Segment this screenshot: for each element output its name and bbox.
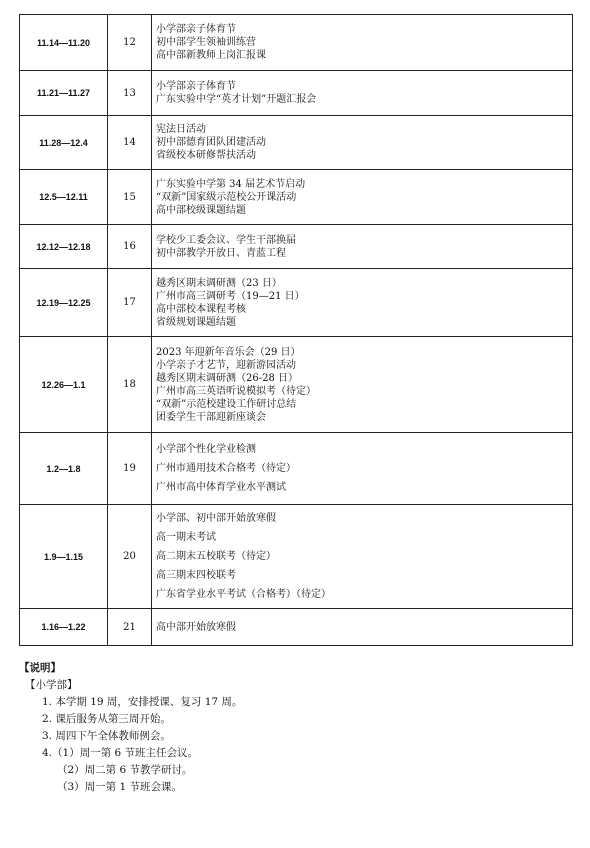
activity-cell <box>152 71 573 116</box>
activity-item: 广东实验中学“英才计划”开题汇报会 <box>156 94 317 105</box>
table-row <box>20 433 573 505</box>
week-number: 16 <box>108 225 152 269</box>
activity-cell <box>152 505 573 609</box>
activity-item: 越秀区期末调研测（26-28 日） <box>156 372 299 384</box>
activity-item: 宪法日活动 <box>156 124 206 135</box>
activity-item: 广州市高中体育学业水平测试 <box>156 482 286 493</box>
activity-item: 团委学生干部迎新座谈会 <box>156 411 266 423</box>
activity-item: 小学部个性化学业检测 <box>156 444 256 455</box>
notes-heading: 【说明】 <box>19 662 61 674</box>
week-number: 12 <box>108 15 152 71</box>
activity-item: 学校少工委会议、学生干部换届 <box>156 234 296 246</box>
activity-cell <box>152 225 573 269</box>
activity-cell <box>152 337 573 433</box>
activity-item: 2023 年迎新年音乐会（29 日） <box>156 346 301 358</box>
table-row <box>20 609 573 646</box>
activity-cell <box>152 609 573 646</box>
table-row <box>20 15 573 71</box>
week-range: 1.16—1.22 <box>20 609 108 646</box>
week-number: 14 <box>108 116 152 170</box>
activity-item: 高一期末考试 <box>156 532 216 543</box>
schedule-table <box>19 14 573 646</box>
activity-item: 高三期末四校联考 <box>156 570 236 581</box>
activity-item: 小学部亲子体育节 <box>156 24 236 35</box>
note-item: 2. 课后服务从第三周开始。 <box>42 713 171 725</box>
week-range: 12.12—12.18 <box>20 225 108 269</box>
table-row <box>20 269 573 337</box>
week-number: 17 <box>108 269 152 337</box>
week-range: 11.28—12.4 <box>20 116 108 170</box>
week-number: 13 <box>108 71 152 116</box>
activity-item: 广州市高三调研考（19—21 日） <box>156 290 305 302</box>
note-item: 1. 本学期 19 周，安排授课、复习 17 周。 <box>42 696 243 708</box>
week-range: 11.14—11.20 <box>20 15 108 71</box>
activity-item: 高中部校级课题结题 <box>156 204 246 216</box>
table-row <box>20 505 573 609</box>
activity-item: 广东实验中学第 34 届艺术节启动 <box>156 178 306 190</box>
activity-item: 初中部教学开放日、青蓝工程 <box>156 247 286 259</box>
activity-item: 小学部、初中部开始放寒假 <box>156 513 276 524</box>
note-item: 3. 周四下午全体教师例会。 <box>42 730 171 742</box>
activity-item: 广州市通用技术合格考（待定） <box>156 463 296 474</box>
activity-item: 小学部亲子体育节 <box>156 81 236 92</box>
week-number: 18 <box>108 337 152 433</box>
activity-item: 省级规划课题结题 <box>156 316 236 328</box>
week-number: 20 <box>108 505 152 609</box>
note-item: 4.（1）周一第 6 节班主任会议。 <box>42 747 199 759</box>
activity-item: 越秀区期末调研测（23 日） <box>156 277 282 289</box>
activity-item: 高中部校本课程考核 <box>156 303 246 315</box>
activity-item: 初中部德育团队团建活动 <box>156 137 266 148</box>
note-subitem: （2）周二第 6 节教学研讨。 <box>57 764 193 776</box>
table-row <box>20 71 573 116</box>
activity-cell <box>152 433 573 505</box>
activity-item: “双新”示范校建设工作研讨总结 <box>156 398 297 410</box>
activity-item: 初中部学生领袖训练营 <box>156 37 256 48</box>
activity-cell <box>152 116 573 170</box>
table-row <box>20 337 573 433</box>
activity-item: 高二期末五校联考（待定） <box>156 551 276 562</box>
activity-item: 高中部新教师上岗汇报课 <box>156 50 266 61</box>
table-row <box>20 170 573 225</box>
note-subitem: （3）周一第 1 节班会课。 <box>57 781 183 793</box>
activity-item: 省级校本研修帮扶活动 <box>156 150 256 161</box>
notes-subheading: 【小学部】 <box>25 679 78 691</box>
activity-item: 小学亲子才艺节，迎新游园活动 <box>156 359 296 371</box>
activity-item: 广东省学业水平考试（合格考）（待定） <box>156 589 331 600</box>
table-row <box>20 225 573 269</box>
activity-cell <box>152 170 573 225</box>
table-row <box>20 116 573 170</box>
week-range: 1.9—1.15 <box>20 505 108 609</box>
week-range: 12.5—12.11 <box>20 170 108 225</box>
week-number: 19 <box>108 433 152 505</box>
week-range: 11.21—11.27 <box>20 71 108 116</box>
activity-item: 广州市高三英语听说模拟考（待定） <box>156 385 316 397</box>
activity-item: 高中部开始放寒假 <box>156 621 236 633</box>
week-range: 1.2—1.8 <box>20 433 108 505</box>
week-number: 15 <box>108 170 152 225</box>
activity-cell <box>152 269 573 337</box>
week-range: 12.19—12.25 <box>20 269 108 337</box>
week-number: 21 <box>108 609 152 646</box>
week-range: 12.26—1.1 <box>20 337 108 433</box>
notes-section <box>19 660 242 796</box>
activity-cell <box>152 15 573 71</box>
activity-item: “双新”国家级示范校公开课活动 <box>156 191 297 203</box>
